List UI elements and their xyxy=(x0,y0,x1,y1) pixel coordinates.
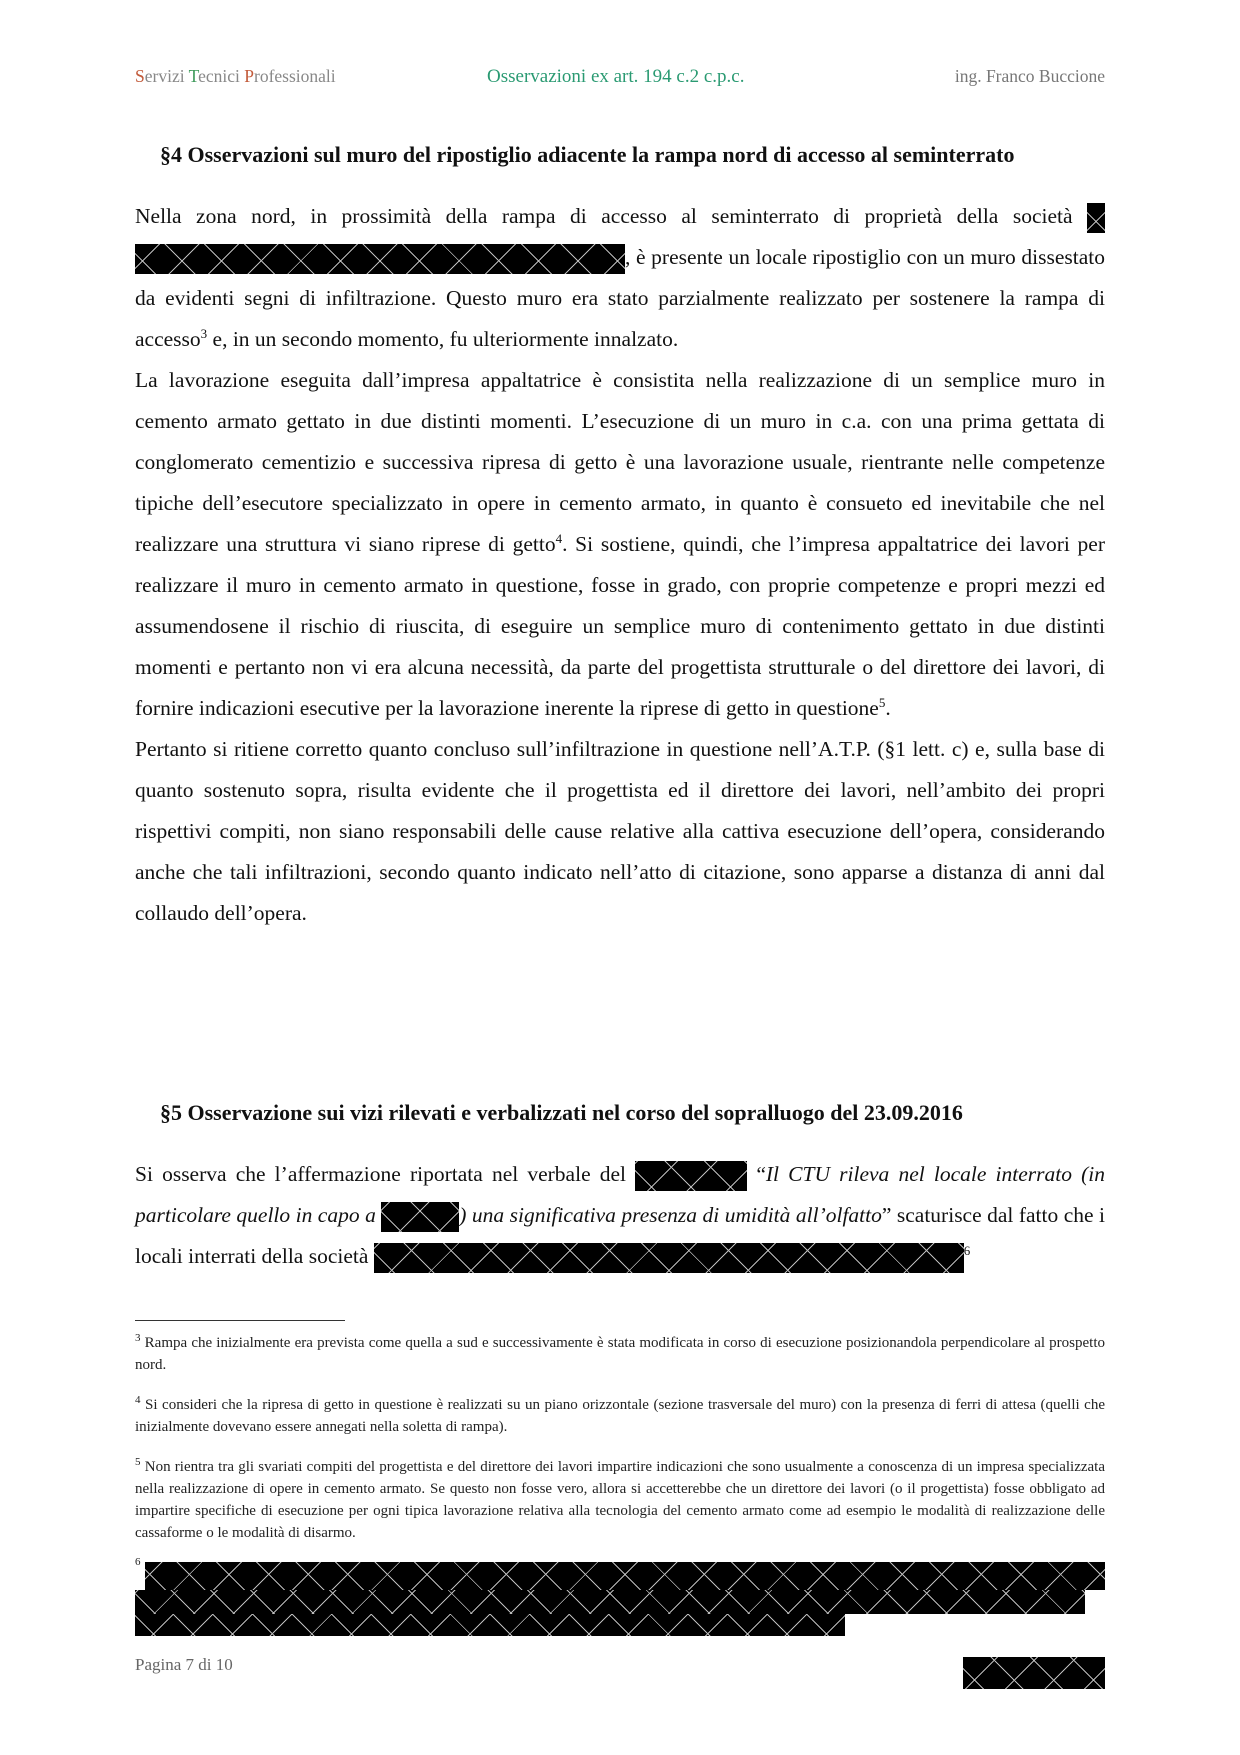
redaction xyxy=(135,244,625,274)
redaction xyxy=(1087,203,1105,233)
redaction xyxy=(635,1161,747,1191)
footer-redaction xyxy=(963,1657,1105,1689)
redaction xyxy=(135,1614,845,1636)
footnote-4: $^4$ Si consideri che la ripresa di getto in questione è realizzati su un piano orizzontale (sezione trasversale del muro) con la presenza di ferri di attesa (quelli che inizialmente dovevano essere annegati nella soletta di rampa). xyxy=(135,1394,1106,1435)
header-center: Osservazioni ex art. 194 c.2 c.p.c. xyxy=(487,66,745,87)
footnote-separator xyxy=(135,1320,345,1321)
section-5-body xyxy=(135,1154,1105,1277)
section-4-paragraph-1: Nella zona nord, in prossimità della rampa di accesso al seminterrato di proprietà della società , è presente un locale ripostiglio con un muro dissestato da evidenti segni di infiltrazione. Questo muro era stato parzialmente realizzato per sostenere la rampa di accesso$^3$ e, in un secondo momento, fu ulteriormente innalzato. xyxy=(135,204,1105,351)
section-4-paragraph-3: Pertanto si ritiene corretto quanto concluso sull’infiltrazione in questione nell’A.T.P. (§1 lett. c) e, sulla base di quanto sostenuto sopra, risulta evidente che il progettista ed il direttore dei lavori, nell’ambito dei propri rispettivi compiti, non siano responsabili delle cause relative alla cattiva esecuzione dell’opera, considerando anche che tali infiltrazioni, secondo quanto indicato nell’atto di citazione, sono apparse a distanza di anni dal collaudo dell’opera. xyxy=(135,737,1105,925)
section-4-body xyxy=(135,196,1105,934)
section-5-title: §5 Osservazione sui vizi rilevati e verbalizzati nel corso del sopralluogo del 23.09.2016 xyxy=(160,1100,963,1125)
redaction xyxy=(381,1202,459,1232)
section-4-paragraph-2: La lavorazione eseguita dall’impresa appaltatrice è consistita nella realizzazione di un semplice muro in cemento armato gettato in due distinti momenti. L’esecuzione di un muro in c.a. con una prima gettata di conglomerato cementizio e successiva ripresa di getto è una lavorazione usuale, rientrante nelle competenze tipiche dell’esecutore specializzato in opere in cemento armato, in quanto è consueto ed inevitabile che nel realizzare una struttura vi siano riprese di getto$^4$. Si sostiene, quindi, che l’impresa appaltatrice dei lavori per realizzare il muro in cemento armato in questione, fosse in grado, con proprie competenze e propri mezzi ed assumendosene il rischio di riuscita, di eseguire un semplice muro di contenimento gettato in due distinti momenti e pertanto non vi era alcuna necessità, da parte del progettista strutturale o del direttore dei lavori, di fornire indicazioni esecutive per la lavorazione inerente la riprese di getto in questione$^5$. xyxy=(135,368,1105,720)
page-header xyxy=(135,66,1105,94)
footnote-5: $^5$ Non rientra tra gli svariati compiti del progettista e del direttore dei lavori impartire indicazioni che sono usualmente a conoscenza di un impresa specializzata nella realizzazione di opere in cemento armato. Se questo non fosse vero, allora si accetterebbe che un direttore dei lavori (o il progettista) fosse obbligato ad impartire specifiche di esecuzione per ogni tipica lavorazione relativa alla tecnologia del cemento armato come ad esempio le modalità di realizzazione delle cassaforme o le modalità di disarmo. xyxy=(135,1456,1106,1541)
redaction xyxy=(145,1562,1105,1590)
section-5-paragraph-1: Si osserva che l’affermazione riportata nel verbale del “Il CTU rileva nel locale interrato (in particolare quello in capo a ) una significativa presenza di umidità all’olfatto” scaturisce dal fatto che i locali interrati della società $^6$ xyxy=(135,1154,1105,1277)
section-4-title: §4 Osservazioni sul muro del ripostiglio adiacente la rampa nord di accesso al seminterrato xyxy=(160,142,1015,167)
redaction xyxy=(135,1590,1085,1614)
footnote-6: 6 xyxy=(135,1562,1105,1584)
redaction xyxy=(374,1243,964,1273)
page-number: Pagina 7 di 10 xyxy=(135,1655,233,1674)
header-right: ing. Franco Buccione xyxy=(954,66,1105,86)
footnote-3: $^3$ Rampa che inizialmente era prevista come quella a sud e successivamente è stata modificata in corso di esecuzione posizionandola perpendicolare al prospetto nord. xyxy=(135,1332,1106,1373)
header-left: Servizi Tecnici Professionali xyxy=(135,66,336,86)
